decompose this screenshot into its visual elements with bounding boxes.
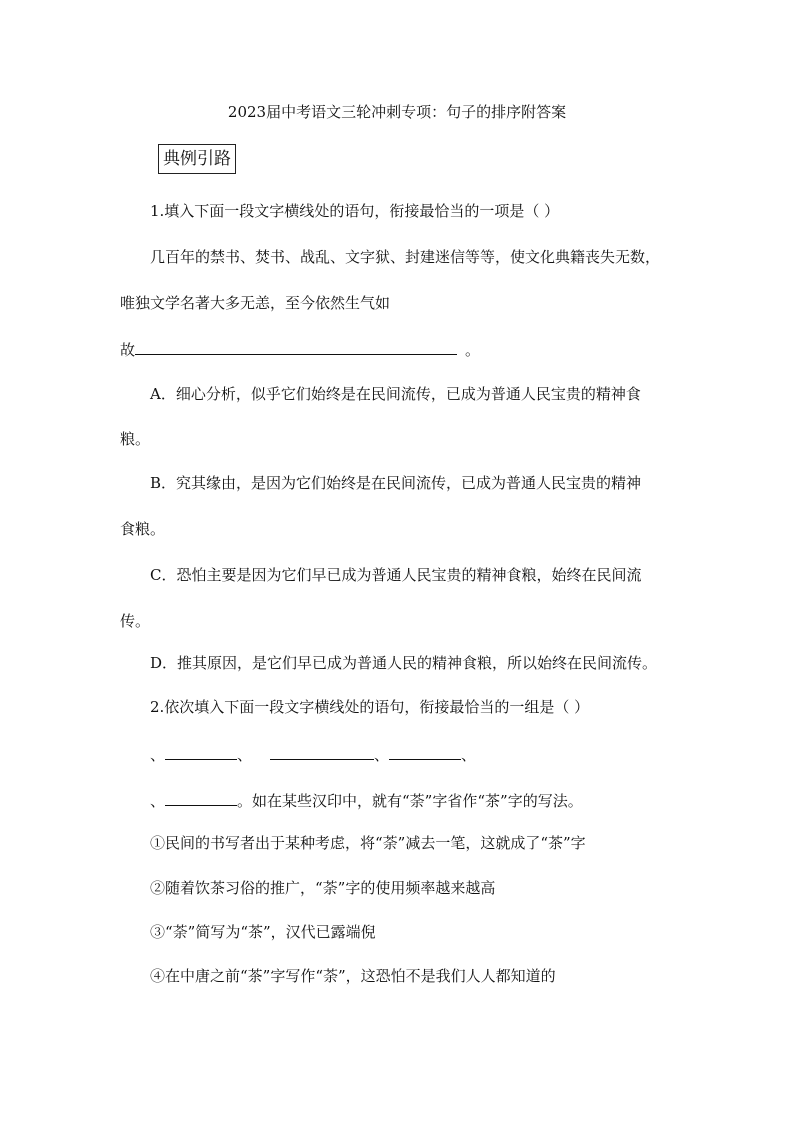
q1-option-c-line1: C．恐怕主要是因为它们早已成为普通人民宝贵的精神食粮，始终在民间流: [150, 566, 642, 584]
q1-option-d: D．推其原因，是它们早已成为普通人民的精神食粮，所以始终在民间流传。: [150, 654, 658, 672]
q2-item-1: ①民间的书写者出于某种考虑，将“荼”减去一笔，这就成了“茶”字: [150, 834, 586, 852]
q2-item-2: ②随着饮茶习俗的推广，“荼”字的使用频率越来越高: [150, 879, 496, 897]
q1-stem: 1.填入下面一段文字横线处的语句，衔接最恰当的一项是（ ）: [150, 202, 560, 220]
q1-option-a-line2: 粮。: [120, 430, 151, 448]
q1-option-b-line1: B．究其缘由，是因为它们始终是在民间流传，已成为普通人民宝贵的精神: [150, 474, 642, 492]
q2-blank-3[interactable]: [389, 743, 461, 760]
q1-option-a-line1: A．细心分析，似乎它们始终是在民间流传，已成为普通人民宝贵的精神食: [150, 385, 641, 403]
q2-line2-end: 。如在某些汉印中，就有“荼”字省作“茶”字的写法。: [237, 792, 583, 810]
q2-sep-5: 、: [150, 792, 166, 810]
section-label-box: 典例引路: [158, 144, 236, 174]
q2-blank-1[interactable]: [165, 743, 237, 760]
q2-sep-2: 、: [237, 746, 253, 764]
q2-blank-4[interactable]: [165, 789, 237, 806]
q2-sep-4: 、: [461, 746, 477, 764]
q2-stem: 2.依次填入下面一段文字横线处的语句，衔接最恰当的一组是（ ）: [150, 698, 590, 716]
q1-option-b-line2: 食粮。: [120, 520, 166, 538]
q1-passage-line3-start: 故: [120, 341, 136, 359]
q2-sep-1: 、: [150, 746, 166, 764]
q1-option-c-line2: 传。: [120, 612, 151, 630]
q1-answer-blank[interactable]: [135, 338, 457, 355]
q1-passage-line2: 唯独文学名著大多无恙，至今依然生气如: [120, 294, 391, 312]
q2-blank-2[interactable]: [270, 743, 374, 760]
document-title: 2023届中考语文三轮冲刺专项：句子的排序附答案: [227, 103, 567, 121]
q2-blanks-line1: [150, 743, 476, 766]
q2-item-3: ③“荼”简写为“茶”，汉代已露端倪: [150, 923, 376, 941]
q2-item-4: ④在中唐之前“茶”字写作“荼”，这恐怕不是我们人人都知道的: [150, 967, 556, 985]
q2-blanks-line2: [150, 789, 583, 812]
q1-passage-line1: 几百年的禁书、焚书、战乱、文字狱、封建迷信等等，使文化典籍丧失无数，: [150, 248, 661, 266]
q2-sep-3: 、: [374, 746, 390, 764]
q1-passage-line3-end: 。: [465, 341, 481, 359]
q1-passage-line3: [120, 338, 480, 361]
